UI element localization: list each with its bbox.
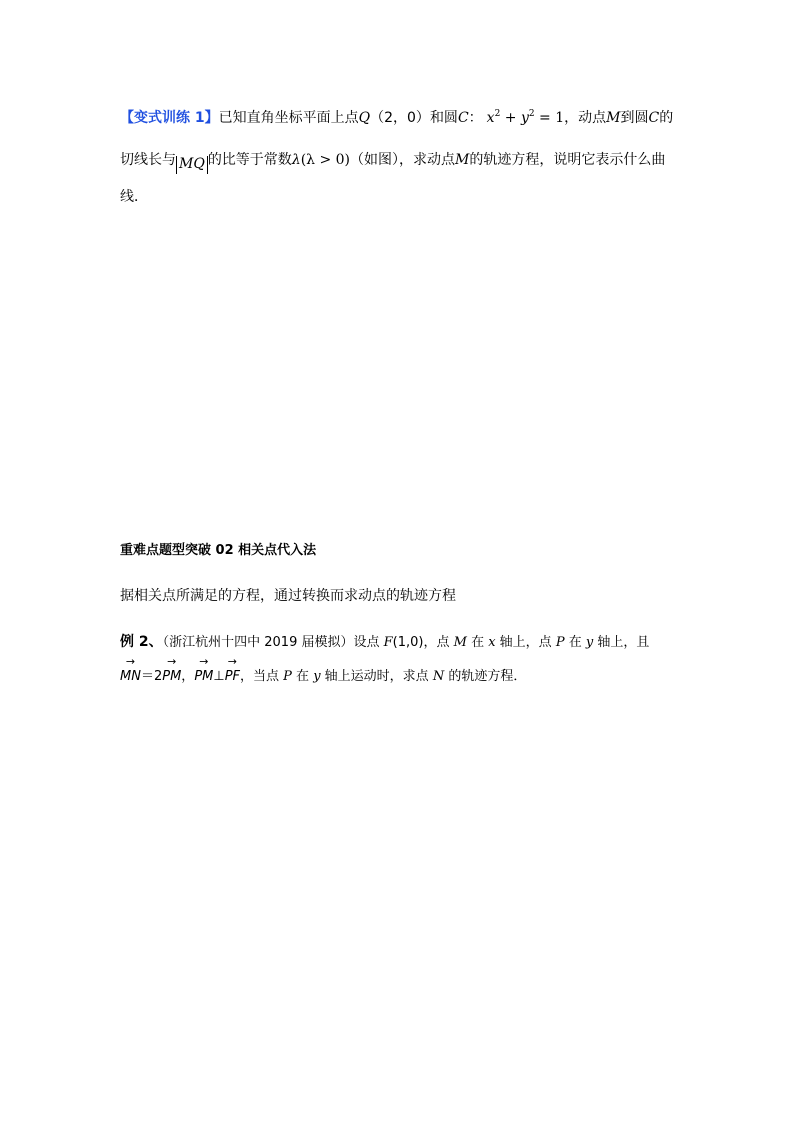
example-source: （浙江杭州十四中 2019 届模拟）	[162, 635, 354, 650]
text: 轴上运动时，求点	[320, 669, 433, 684]
text: 在	[466, 635, 489, 650]
text: 到圆	[620, 110, 649, 126]
circle-c: C	[457, 110, 469, 126]
lambda-condition: (λ > 0)	[300, 152, 351, 168]
variant-exercise-tag: 【变式训练 1】	[120, 110, 219, 126]
point-m: M	[455, 152, 470, 168]
section-description: 据相关点所满足的方程，通过转换而求动点的轨迹方程	[120, 588, 456, 604]
point-p: P	[555, 635, 565, 650]
example-label: 例 2、	[120, 634, 163, 650]
text: 在	[291, 669, 314, 684]
text: ，点	[423, 635, 454, 650]
vector-pf: → PF	[225, 667, 240, 687]
circle-c: C	[648, 110, 660, 126]
lambda: λ	[291, 152, 301, 168]
point-q: Q	[358, 110, 371, 126]
axis-y: y	[585, 635, 594, 650]
variant-exercise-line-2	[120, 150, 680, 174]
colon: ：	[468, 110, 483, 126]
point-m: M	[606, 110, 621, 126]
mq-abs: MQ	[176, 156, 208, 174]
text: 在	[564, 635, 586, 650]
text: 切线长与	[120, 152, 176, 168]
text: 轴上，点	[495, 635, 556, 650]
example-2-line-2	[120, 667, 680, 687]
axis-x: x	[488, 635, 496, 650]
text: 设点	[353, 635, 384, 650]
variant-exercise-line-3: 线．	[120, 189, 148, 205]
vector-pm: → PM	[162, 667, 181, 687]
separator: ，	[181, 669, 195, 684]
variant-exercise-line-1	[120, 108, 680, 128]
text: 和圆	[429, 110, 458, 126]
text: 已知直角坐标平面上点	[218, 110, 359, 126]
point-n: N	[432, 669, 445, 684]
text: 的	[659, 110, 674, 126]
point-p: P	[283, 669, 292, 684]
text: （如图），求动点	[350, 152, 456, 168]
circle-equation: $x^2 + y^2 = 1$	[486, 109, 565, 126]
equals-two: ＝2	[140, 669, 163, 684]
text: 的比等于常数	[207, 152, 292, 168]
point-f: F	[383, 635, 393, 650]
section-heading: 重难点题型突破 02 相关点代入法	[120, 543, 317, 558]
text: ，动点	[564, 110, 607, 126]
vector-pm: → PM	[194, 667, 213, 687]
text: 的轨迹方程，说明它表示什么曲	[469, 152, 666, 168]
point-q-coord: （2，0）	[370, 110, 430, 126]
vector-mn: → MN	[120, 667, 141, 687]
text: 轴上，且	[593, 635, 650, 650]
text: ，当点	[240, 669, 284, 684]
perpendicular-symbol: ⊥	[213, 669, 225, 684]
axis-y: y	[313, 669, 321, 684]
point-m: M	[453, 635, 467, 650]
text: 的轨迹方程．	[444, 669, 527, 684]
point-f-coord: (1,0)	[392, 635, 424, 650]
example-2-line-1	[120, 632, 680, 653]
